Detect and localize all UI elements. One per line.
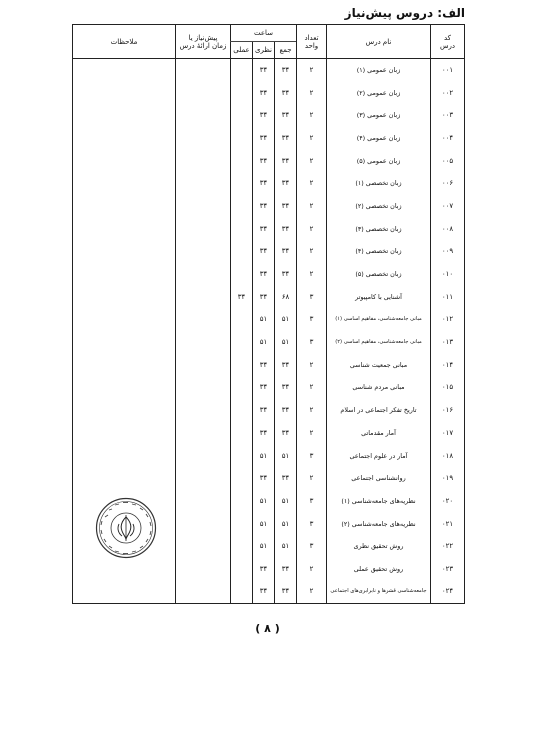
units-cell: ۲: [297, 104, 327, 127]
hours-theory-cell: ۳۴: [253, 263, 275, 286]
hours-practical-cell: [231, 331, 253, 354]
hours-total-cell: ۵۱: [275, 535, 297, 558]
header-hours-theory: نظری: [253, 42, 275, 59]
hours-practical-cell: [231, 558, 253, 581]
course-name-cell: زبان تخصصی (۴): [327, 240, 431, 263]
hours-theory-cell: ۳۴: [253, 353, 275, 376]
hours-total-cell: ۵۱: [275, 308, 297, 331]
prereq-cell: [176, 195, 231, 218]
prereq-cell: [176, 172, 231, 195]
code-cell: ۰۱۸: [431, 444, 465, 467]
prereq-cell: [176, 558, 231, 581]
header-hours-total: جمع: [275, 42, 297, 59]
hours-total-cell: ۳۴: [275, 59, 297, 82]
course-name-cell: روانشناسی اجتماعی: [327, 467, 431, 490]
page-title: الف: دروس پیش‌نیاز: [344, 6, 465, 20]
code-cell: ۰۰۵: [431, 149, 465, 172]
code-cell: ۰۰۴: [431, 127, 465, 150]
course-name-cell: زبان عمومی (۱): [327, 59, 431, 82]
code-cell: ۰۰۷: [431, 195, 465, 218]
hours-practical-cell: [231, 104, 253, 127]
prereq-cell: [176, 149, 231, 172]
prereq-cell: [176, 285, 231, 308]
course-name-cell: نظریه‌های جامعه‌شناسی (۱): [327, 490, 431, 513]
hours-total-cell: ۳۴: [275, 422, 297, 445]
course-name-cell: زبان عمومی (۵): [327, 149, 431, 172]
code-cell: ۰۱۱: [431, 285, 465, 308]
hours-total-cell: ۳۴: [275, 172, 297, 195]
hours-theory-cell: ۳۴: [253, 422, 275, 445]
hours-theory-cell: ۳۴: [253, 81, 275, 104]
prereq-cell: [176, 580, 231, 603]
hours-theory-cell: ۳۴: [253, 240, 275, 263]
code-cell: ۰۱۰: [431, 263, 465, 286]
prereq-cell: [176, 217, 231, 240]
code-cell: ۰۱۳: [431, 331, 465, 354]
hours-total-cell: ۳۴: [275, 127, 297, 150]
hours-practical-cell: [231, 263, 253, 286]
prereq-cell: [176, 308, 231, 331]
prereq-cell: [176, 81, 231, 104]
hours-theory-cell: ۵۱: [253, 308, 275, 331]
hours-total-cell: ۳۴: [275, 195, 297, 218]
code-cell: ۰۰۹: [431, 240, 465, 263]
course-name-cell: مبانی مردم شناسی: [327, 376, 431, 399]
hours-practical-cell: [231, 81, 253, 104]
table-row: [73, 59, 465, 82]
hours-theory-cell: ۵۱: [253, 490, 275, 513]
hours-total-cell: ۳۴: [275, 240, 297, 263]
hours-theory-cell: ۳۴: [253, 376, 275, 399]
course-name-cell: آمار مقدماتی: [327, 422, 431, 445]
hours-practical-cell: [231, 195, 253, 218]
course-name-cell: روش تحقیق عملی: [327, 558, 431, 581]
prereq-cell: [176, 240, 231, 263]
hours-practical-cell: ۳۴: [231, 285, 253, 308]
page-number: ( ۸ ): [255, 622, 280, 635]
hours-total-cell: ۳۴: [275, 580, 297, 603]
units-cell: ۲: [297, 558, 327, 581]
hours-theory-cell: ۳۴: [253, 217, 275, 240]
hours-practical-cell: [231, 59, 253, 82]
hours-practical-cell: [231, 172, 253, 195]
course-name-cell: آمار در علوم اجتماعی: [327, 444, 431, 467]
hours-practical-cell: [231, 422, 253, 445]
units-cell: ۲: [297, 422, 327, 445]
units-cell: ۲: [297, 580, 327, 603]
hours-practical-cell: [231, 580, 253, 603]
hours-total-cell: ۵۱: [275, 331, 297, 354]
prereq-cell: [176, 490, 231, 513]
hours-practical-cell: [231, 127, 253, 150]
hours-practical-cell: [231, 308, 253, 331]
code-cell: ۰۱۶: [431, 399, 465, 422]
units-cell: ۳: [297, 535, 327, 558]
course-name-cell: مبانی جمعیت شناسی: [327, 353, 431, 376]
prereq-cell: [176, 535, 231, 558]
hours-total-cell: ۳۴: [275, 263, 297, 286]
code-cell: ۰۲۱: [431, 512, 465, 535]
official-seal-stamp: [95, 497, 157, 559]
code-cell: ۰۱۵: [431, 376, 465, 399]
hours-practical-cell: [231, 512, 253, 535]
hours-practical-cell: [231, 490, 253, 513]
course-name-cell: زبان عمومی (۴): [327, 127, 431, 150]
code-cell: ۰۲۳: [431, 558, 465, 581]
hours-total-cell: ۳۴: [275, 81, 297, 104]
hours-total-cell: ۳۴: [275, 104, 297, 127]
prereq-cell: [176, 376, 231, 399]
units-cell: ۲: [297, 59, 327, 82]
header-hours-practical: عملی: [231, 42, 253, 59]
course-name-cell: نظریه‌های جامعه‌شناسی (۲): [327, 512, 431, 535]
hours-total-cell: ۳۴: [275, 558, 297, 581]
units-cell: ۲: [297, 217, 327, 240]
hours-practical-cell: [231, 353, 253, 376]
code-cell: ۰۰۱: [431, 59, 465, 82]
hours-theory-cell: ۳۴: [253, 149, 275, 172]
header-hours: ساعت: [231, 25, 297, 42]
course-name-cell: مبانی جامعه‌شناسی، مفاهیم اساسی (۲): [327, 331, 431, 354]
hours-practical-cell: [231, 376, 253, 399]
hours-practical-cell: [231, 535, 253, 558]
units-cell: ۲: [297, 172, 327, 195]
header-code: [431, 25, 465, 59]
hours-total-cell: ۳۴: [275, 376, 297, 399]
code-cell: ۰۰۶: [431, 172, 465, 195]
code-cell: ۰۱۷: [431, 422, 465, 445]
hours-practical-cell: [231, 444, 253, 467]
units-cell: ۲: [297, 81, 327, 104]
course-name-cell: زبان عمومی (۳): [327, 104, 431, 127]
hours-practical-cell: [231, 399, 253, 422]
course-name-cell: زبان تخصصی (۵): [327, 263, 431, 286]
units-cell: ۲: [297, 195, 327, 218]
course-name-cell: زبان تخصصی (۲): [327, 195, 431, 218]
units-cell: ۲: [297, 399, 327, 422]
hours-practical-cell: [231, 149, 253, 172]
header-units-line2: واحد: [304, 41, 319, 50]
hours-theory-cell: ۳۴: [253, 467, 275, 490]
units-cell: ۲: [297, 263, 327, 286]
code-cell: ۰۰۲: [431, 81, 465, 104]
hours-theory-cell: ۳۴: [253, 399, 275, 422]
course-name-cell: زبان عمومی (۲): [327, 81, 431, 104]
hours-theory-cell: ۵۱: [253, 512, 275, 535]
units-cell: ۲: [297, 353, 327, 376]
hours-theory-cell: ۳۴: [253, 558, 275, 581]
header-notes: ملاحظات: [73, 25, 176, 59]
hours-theory-cell: ۳۴: [253, 172, 275, 195]
hours-theory-cell: ۵۱: [253, 444, 275, 467]
prereq-cell: [176, 127, 231, 150]
course-name-cell: تاریخ تفکر اجتماعی در اسلام: [327, 399, 431, 422]
units-cell: ۳: [297, 512, 327, 535]
prereq-cell: [176, 467, 231, 490]
units-cell: ۳: [297, 308, 327, 331]
hours-practical-cell: [231, 217, 253, 240]
hours-total-cell: ۵۱: [275, 490, 297, 513]
hours-theory-cell: ۵۱: [253, 535, 275, 558]
code-cell: ۰۲۲: [431, 535, 465, 558]
hours-total-cell: ۳۴: [275, 149, 297, 172]
hours-total-cell: ۶۸: [275, 285, 297, 308]
prereq-cell: [176, 512, 231, 535]
prereq-cell: [176, 331, 231, 354]
prereq-cell: [176, 104, 231, 127]
prereq-cell: [176, 399, 231, 422]
units-cell: ۳: [297, 285, 327, 308]
hours-total-cell: ۵۱: [275, 512, 297, 535]
header-units: [297, 25, 327, 59]
code-cell: ۰۰۳: [431, 104, 465, 127]
prereq-cell: [176, 444, 231, 467]
course-name-cell: جامعه‌شناسی قشرها و نابرابری‌های اجتماعی: [327, 580, 431, 603]
hours-theory-cell: ۳۴: [253, 580, 275, 603]
hours-theory-cell: ۳۴: [253, 195, 275, 218]
hours-total-cell: ۳۴: [275, 399, 297, 422]
code-cell: ۰۱۲: [431, 308, 465, 331]
hours-total-cell: ۳۴: [275, 217, 297, 240]
header-units-line1: تعداد: [304, 33, 319, 42]
code-cell: ۰۲۴: [431, 580, 465, 603]
units-cell: ۳: [297, 444, 327, 467]
hours-theory-cell: ۳۴: [253, 104, 275, 127]
units-cell: ۲: [297, 127, 327, 150]
header-prereq-line2: زمان ارائهٔ درس: [179, 41, 227, 50]
prereq-cell: [176, 422, 231, 445]
hours-theory-cell: ۳۴: [253, 285, 275, 308]
units-cell: ۲: [297, 149, 327, 172]
header-prereq: [176, 25, 231, 59]
code-cell: ۰۲۰: [431, 490, 465, 513]
header-prereq-line1: پیش‌نیاز یا: [188, 33, 218, 42]
code-cell: ۰۱۴: [431, 353, 465, 376]
prereq-cell: [176, 263, 231, 286]
course-name-cell: روش تحقیق نظری: [327, 535, 431, 558]
hours-theory-cell: ۳۴: [253, 127, 275, 150]
units-cell: ۲: [297, 240, 327, 263]
units-cell: ۲: [297, 376, 327, 399]
prereq-cell: [176, 353, 231, 376]
course-name-cell: آشنایی با کامپیوتر: [327, 285, 431, 308]
course-name-cell: مبانی جامعه‌شناسی، مفاهیم اساسی (۱): [327, 308, 431, 331]
units-cell: ۲: [297, 467, 327, 490]
header-course-name: نام درس: [327, 25, 431, 59]
hours-total-cell: ۳۴: [275, 353, 297, 376]
units-cell: ۳: [297, 331, 327, 354]
header-code-line1: کد: [443, 33, 451, 42]
course-name-cell: زبان تخصصی (۱): [327, 172, 431, 195]
units-cell: ۳: [297, 490, 327, 513]
hours-theory-cell: ۵۱: [253, 331, 275, 354]
hours-total-cell: ۵۱: [275, 444, 297, 467]
code-cell: ۰۱۹: [431, 467, 465, 490]
course-name-cell: زبان تخصصی (۳): [327, 217, 431, 240]
code-cell: ۰۰۸: [431, 217, 465, 240]
prereq-cell: [176, 59, 231, 82]
hours-practical-cell: [231, 467, 253, 490]
hours-practical-cell: [231, 240, 253, 263]
hours-total-cell: ۳۴: [275, 467, 297, 490]
hours-theory-cell: ۳۴: [253, 59, 275, 82]
header-code-line2: درس: [439, 41, 456, 50]
